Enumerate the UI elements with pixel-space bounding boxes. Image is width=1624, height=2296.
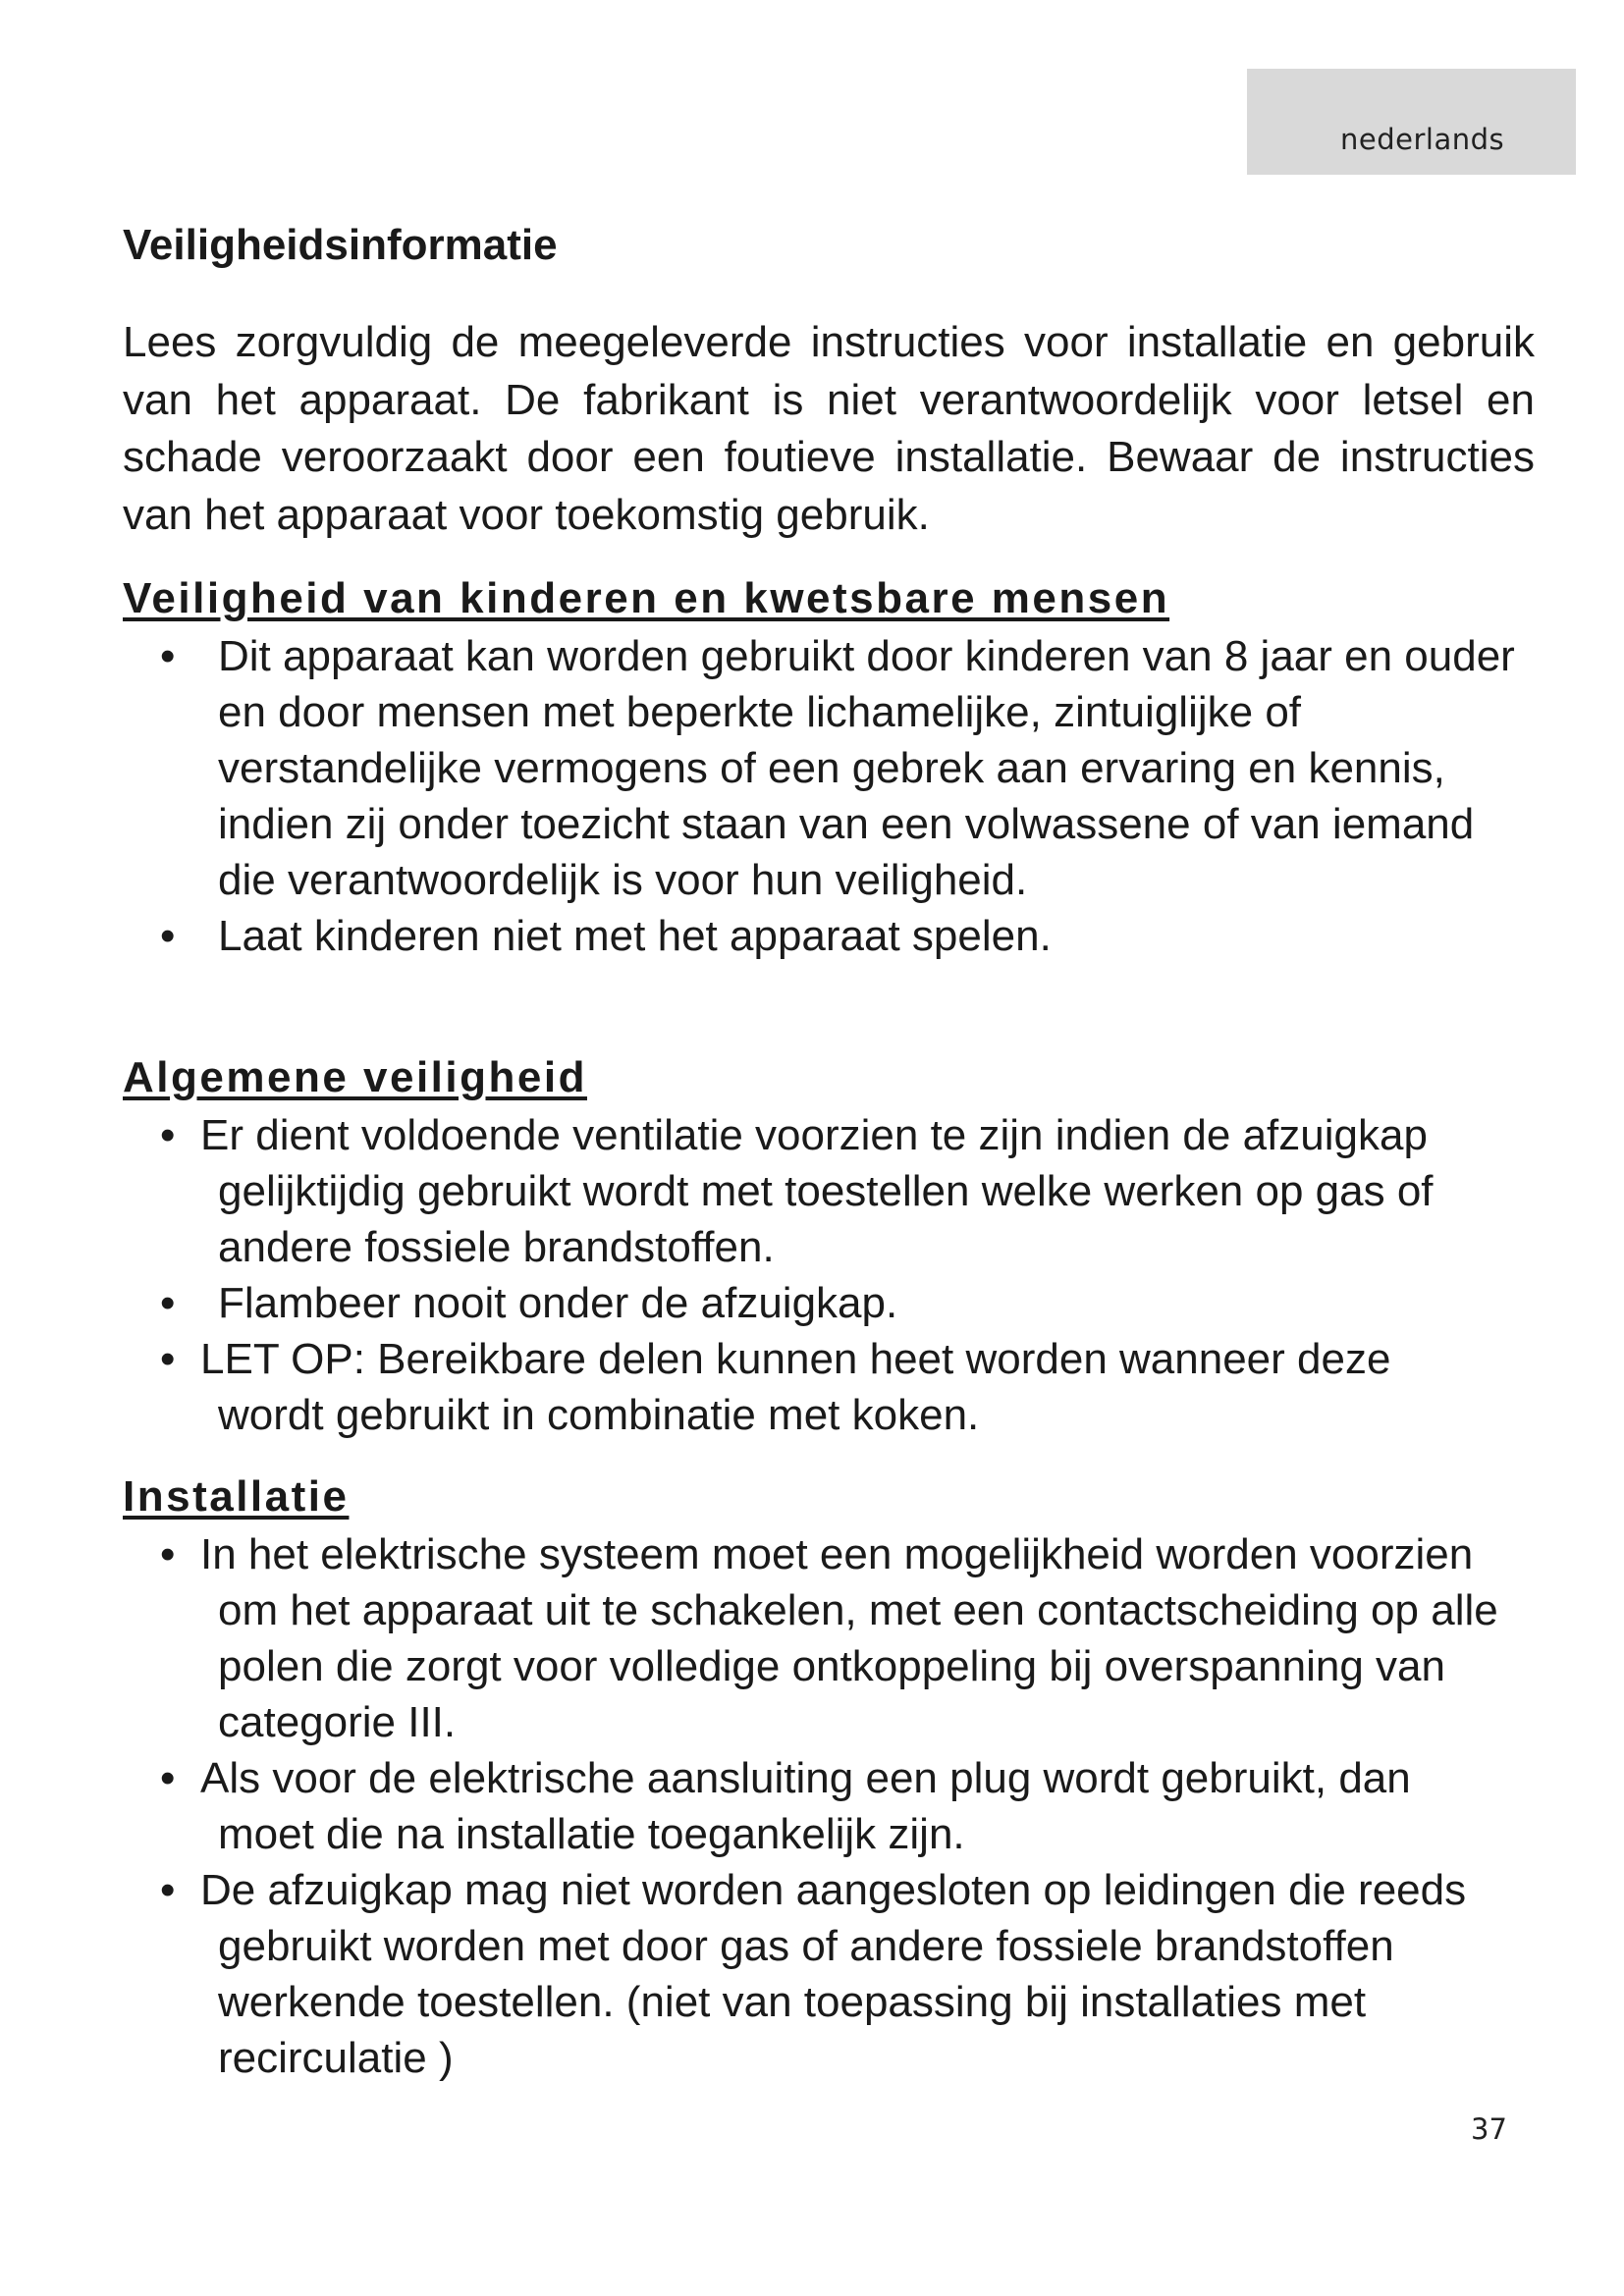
section-heading-installation: Installatie bbox=[123, 1472, 350, 1521]
list-item: • In het elektrische systeem moet een mogelijkheid worden voorzien om het apparaat uit te schakelen, met een contactscheiding op alle polen die zorgt voor volledige ontkoppeling bij overspanning van categorie III. bbox=[123, 1526, 1517, 1750]
bullet-icon: • bbox=[160, 1335, 176, 1383]
bullet-icon: • bbox=[160, 632, 176, 680]
bullet-list-installation bbox=[123, 1526, 1517, 2086]
intro-paragraph: Lees zorgvuldig de meegeleverde instructies voor installatie en gebruik van het apparaat. De fabrikant is niet verantwoordelijk voor letsel en schade veroorzaakt door een foutieve installatie. Bewaar de instructies van het apparaat voor toekomstig gebruik. bbox=[123, 318, 1535, 539]
bullet-icon: • bbox=[160, 1866, 176, 1914]
list-item: • De afzuigkap mag niet worden aangesloten op leidingen die reeds gebruikt worden met door gas of andere fossiele brandstoffen werkende toestellen. (niet van toepassing bij installaties met recirculatie ) bbox=[123, 1862, 1517, 2086]
page-number: 37 bbox=[1471, 2112, 1507, 2146]
list-item: • Dit apparaat kan worden gebruikt door kinderen van 8 jaar en ouder en door mensen met beperkte lichamelijke, zintuiglijke of verstandelijke vermogens of een gebrek aan ervaring en kennis, indien zij onder toezicht staan van een volwassene of van iemand die verantwoordelijk is voor hun veiligheid. bbox=[123, 628, 1517, 908]
bullet-list-general-safety bbox=[123, 1107, 1478, 1443]
bullet-list-children-safety bbox=[123, 628, 1517, 964]
list-item: • Als voor de elektrische aansluiting een plug wordt gebruikt, dan moet die na installatie toegankelijk zijn. bbox=[123, 1750, 1517, 1862]
page-title: Veiligheidsinformatie bbox=[123, 221, 558, 269]
section-heading-general-safety: Algemene veiligheid bbox=[123, 1053, 587, 1101]
bullet-icon: • bbox=[160, 1279, 176, 1327]
bullet-icon: • bbox=[160, 1530, 176, 1578]
list-item: • Flambeer nooit onder de afzuigkap. bbox=[123, 1275, 1478, 1331]
bullet-icon: • bbox=[160, 1111, 176, 1159]
list-item: • Laat kinderen niet met het apparaat spelen. bbox=[123, 908, 1517, 964]
list-item: • Er dient voldoende ventilatie voorzien te zijn indien de afzuigkap gelijktijdig gebruikt wordt met toestellen welke werken op gas of andere fossiele brandstoffen. bbox=[123, 1107, 1478, 1275]
section-heading-children-safety: Veiligheid van kinderen en kwetsbare mensen bbox=[123, 574, 1170, 622]
list-item: • LET OP: Bereikbare delen kunnen heet worden wanneer deze wordt gebruikt in combinatie met koken. bbox=[123, 1331, 1478, 1443]
language-tab: nederlands bbox=[1247, 69, 1576, 175]
bullet-icon: • bbox=[160, 912, 176, 960]
bullet-icon: • bbox=[160, 1754, 176, 1802]
